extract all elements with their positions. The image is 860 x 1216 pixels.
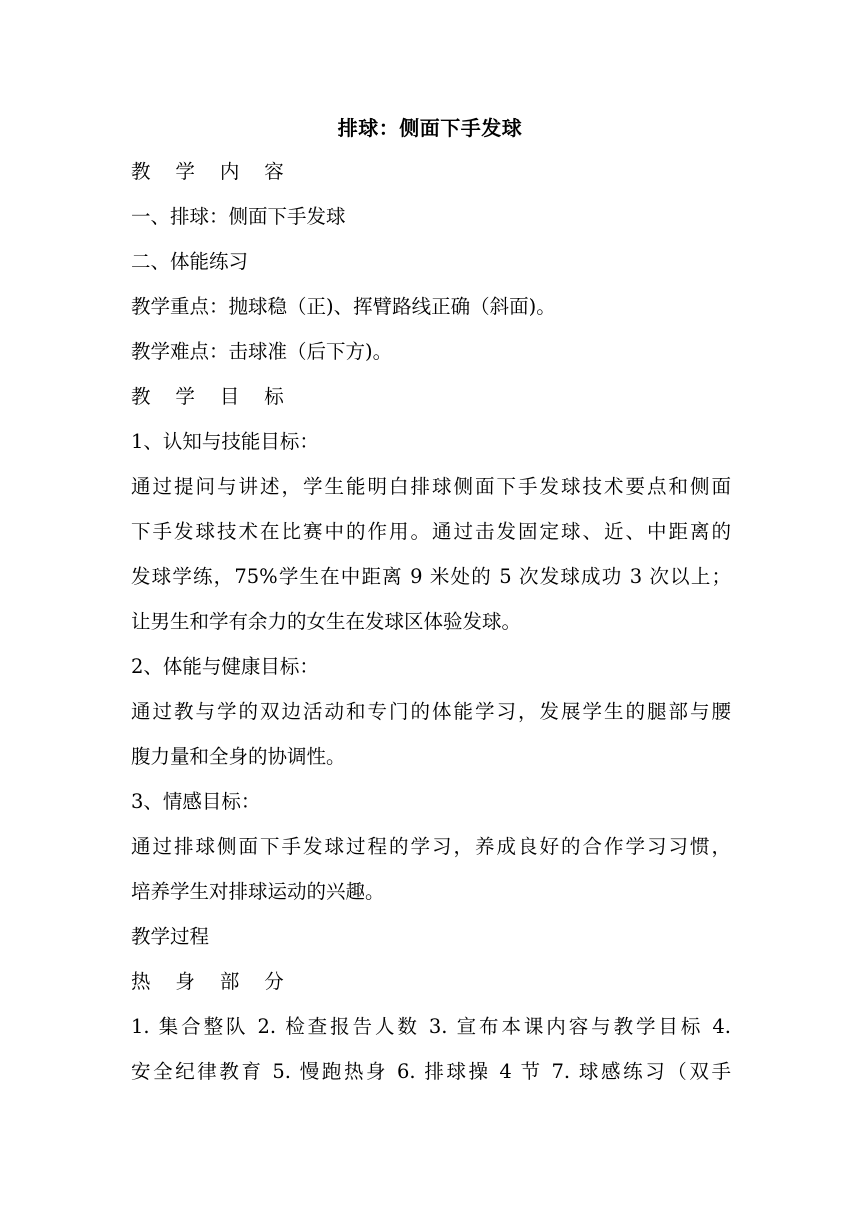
content-item-2: 二、体能练习 (131, 250, 249, 273)
section-heading-content: 教 学 内 容 (131, 160, 294, 183)
paragraph-line: 下手发球技术在比赛中的作用。通过击发固定球、近、中距离的 (131, 520, 731, 543)
paragraph-line: 让男生和学有余力的女生在发球区体验发球。 (131, 610, 522, 633)
content-item-1: 一、排球：侧面下手发球 (131, 205, 346, 228)
paragraph-line: 培养学生对排球运动的兴趣。 (131, 880, 385, 903)
paragraph-line: 安全纪律教育 5. 慢跑热身 6. 排球操 4 节 7. 球感练习（双手 (131, 1060, 731, 1083)
objective-2-heading: 2、体能与健康目标： (131, 655, 319, 678)
section-heading-warmup: 热 身 部 分 (131, 970, 294, 993)
section-heading-process: 教学过程 (131, 925, 210, 948)
paragraph-line: 1. 集合整队 2. 检查报告人数 3. 宣布本课内容与教学目标 4. (131, 1015, 731, 1038)
paragraph-line: 腹力量和全身的协调性。 (131, 745, 346, 768)
key-point: 教学重点：抛球稳（正)、挥臂路线正确（斜面)。 (131, 295, 556, 318)
section-heading-objectives: 教 学 目 标 (131, 385, 294, 408)
difficult-point: 教学难点：击球准（后下方)。 (131, 340, 393, 363)
objective-1-heading: 1、认知与技能目标： (131, 430, 319, 453)
objective-3-heading: 3、情感目标： (131, 790, 261, 813)
paragraph-line: 通过排球侧面下手发球过程的学习，养成良好的合作学习习惯， (131, 835, 731, 858)
document-title: 排球：侧面下手发球 (337, 116, 523, 140)
paragraph-line: 发球学练，75%学生在中距离 9 米处的 5 次发球成功 3 次以上； (131, 565, 731, 588)
paragraph-line: 通过提问与讲述，学生能明白排球侧面下手发球技术要点和侧面 (131, 475, 731, 498)
paragraph-line: 通过教与学的双边活动和专门的体能学习，发展学生的腿部与腰 (131, 700, 731, 723)
